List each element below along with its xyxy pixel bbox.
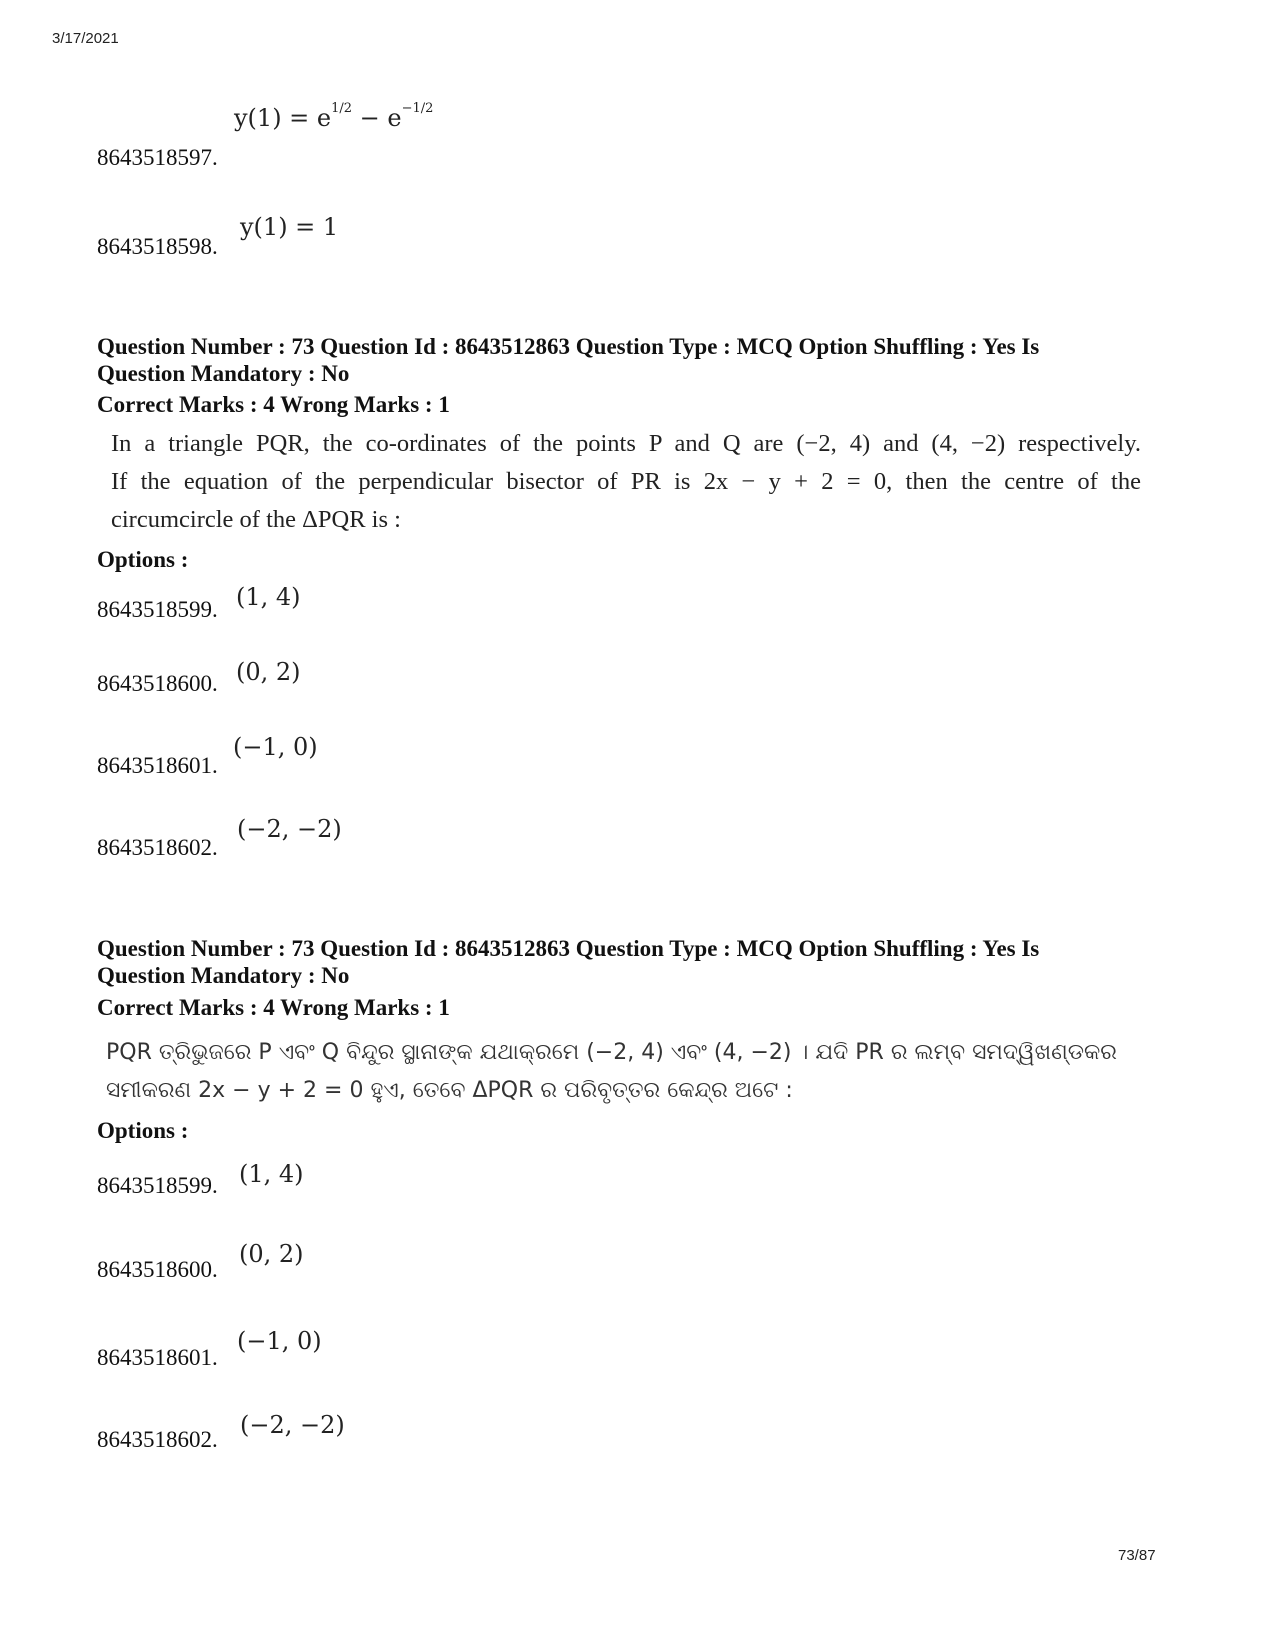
options-label: Options : [97,547,189,572]
question-header [97,333,1097,387]
option-value-lhs: y(1) = e [234,104,332,132]
exponent-fraction [402,102,434,116]
question-text [106,1034,1136,1110]
question-header-line: Question Number : 73 Question Id : 8643512863 Question Type : MCQ Option Shuffling : Yes Is [97,936,1040,961]
options-label: Options : [97,1118,189,1143]
option-id: 8643518600. [97,671,218,696]
question-text [111,425,1141,539]
option-value: (−2, −2) [240,1411,345,1439]
option-value: (−1, 0) [237,1327,322,1355]
question-text-line: If the equation of the perpendicular bisector of PR is 2x − y + 2 = 0, then the centre of the [111,468,1141,495]
option-id: 8643518601. [97,753,218,778]
question-text-line: PQR ତ୍ରିଭୁଜରେ P ଏବଂ Q ବିନ୍ଦୁର ସ୍ଥାନାଙ୍କ ଯଥାକ୍ରମେ (−2, 4) ଏବଂ (4, −2) । ଯଦି PR ର ଲମ୍ବ ସମଦ୍ୱିଖଣ୍ଡକର [106,1040,1117,1065]
option-id: 8643518598. [97,234,218,259]
option-id: 8643518601. [97,1345,218,1370]
page-number: 73/87 [1118,1547,1156,1564]
exponent-fraction [331,102,352,116]
option-id: 8643518602. [97,1427,218,1452]
print-date: 3/17/2021 [52,30,119,47]
option-value: (0, 2) [239,1240,304,1268]
option-id: 8643518597. [97,145,218,170]
question-marks: Correct Marks : 4 Wrong Marks : 1 [97,995,450,1020]
option-value: (−1, 0) [233,733,318,761]
option-id: 8643518600. [97,1257,218,1282]
question-marks: Correct Marks : 4 Wrong Marks : 1 [97,392,450,417]
fraction-text: −1/2 [401,101,434,116]
option-id: 8643518602. [97,835,218,860]
option-id: 8643518599. [97,597,218,622]
option-value: (1, 4) [239,1160,304,1188]
option-value: y(1) = 1 [240,213,339,241]
question-header [97,935,1097,989]
option-value: (1, 4) [236,583,301,611]
option-value: (0, 2) [236,658,301,686]
question-header-line: Question Number : 73 Question Id : 8643512863 Question Type : MCQ Option Shuffling : Yes Is [97,334,1040,359]
question-text-line: In a triangle PQR, the co-ordinates of the points P and Q are (−2, 4) and (4, −2) respectively. [111,430,1141,457]
question-text-line: circumcircle of the ΔPQR is : [111,506,401,533]
fraction-text: 1/2 [331,101,353,116]
question-header-line: Question Mandatory : No [97,361,350,386]
option-value [234,101,434,132]
option-id: 8643518599. [97,1173,218,1198]
option-value-mid: − e [352,104,402,132]
question-header-line: Question Mandatory : No [97,963,350,988]
option-value: (−2, −2) [237,815,342,843]
question-text-line: ସମୀକରଣ 2x − y + 2 = 0 ହୁଏ, ତେବେ ΔPQR ର ପରିବୃତ୍ତର କେନ୍ଦ୍ର ଅଟେ : [106,1078,793,1103]
